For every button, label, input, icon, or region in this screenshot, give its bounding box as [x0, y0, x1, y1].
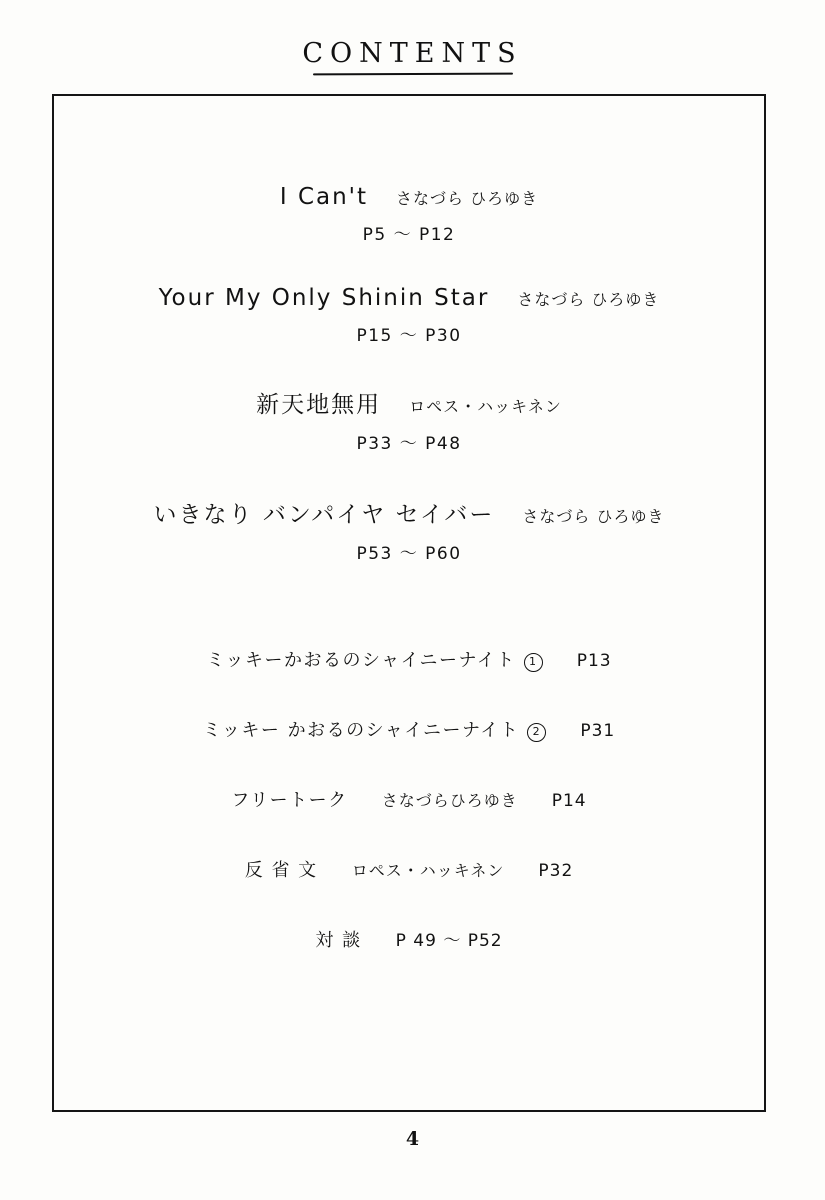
circled-number: 1	[524, 653, 543, 672]
short-entry-title-text: ミッキー かおるのシャイニーナイト	[202, 720, 520, 741]
short-entry-title: フリートーク	[231, 790, 348, 811]
short-entry-title: 反 省 文	[244, 860, 318, 881]
circled-number: 2	[527, 723, 546, 742]
contents-entry	[86, 285, 732, 346]
entry-author: ロペス・ハッキネン	[409, 397, 562, 416]
short-entry-title	[203, 716, 547, 742]
page-title	[0, 38, 825, 75]
short-entry	[86, 926, 732, 952]
short-entry	[86, 646, 732, 672]
short-entry-author: ロペス・ハッキネン	[351, 861, 505, 880]
short-entry-page: P32	[538, 861, 574, 881]
short-entry-page: P14	[551, 791, 587, 811]
contents-entry	[86, 386, 732, 454]
short-entry-page: P 49 ～ P52	[395, 931, 503, 951]
entry-pages: P33 ～ P48	[356, 434, 462, 454]
entry-title: Your My Only Shinin Star	[158, 285, 490, 311]
short-entry	[86, 716, 732, 742]
short-entry	[86, 786, 732, 812]
entry-title: 新天地無用	[256, 392, 382, 418]
page-number: 4	[405, 1128, 420, 1150]
short-entry-title-text: ミッキーかおるのシャイニーナイト	[206, 650, 516, 671]
short-entries-list	[86, 646, 732, 952]
short-entry	[86, 856, 732, 882]
entry-pages: P5 ～ P12	[362, 225, 456, 245]
short-entry-page: P31	[580, 721, 616, 741]
page-title-text: CONTENTS	[302, 38, 523, 69]
entry-author: さなづら ひろゆき	[396, 189, 539, 208]
short-entry-author: さなづらひろゆき	[381, 791, 518, 810]
entry-pages: P53 ～ P60	[356, 544, 462, 564]
entry-heading	[86, 285, 732, 311]
short-entry-title	[206, 646, 542, 672]
entry-heading	[86, 184, 732, 210]
title-underline	[312, 73, 512, 76]
contents-entry	[86, 184, 732, 245]
contents-list	[52, 94, 766, 1112]
entry-heading	[86, 386, 732, 419]
entry-author: さなづら ひろゆき	[522, 507, 665, 526]
entry-pages: P15 ～ P30	[356, 326, 462, 346]
entry-title: I Can't	[279, 184, 369, 210]
contents-entry	[86, 496, 732, 564]
entry-author: さなづら ひろゆき	[517, 290, 660, 309]
entry-heading	[86, 496, 732, 529]
short-entry-title: 対 談	[315, 930, 362, 951]
entry-title: いきなり バンパイヤ セイバー	[153, 502, 495, 528]
short-entry-page: P13	[576, 651, 612, 671]
